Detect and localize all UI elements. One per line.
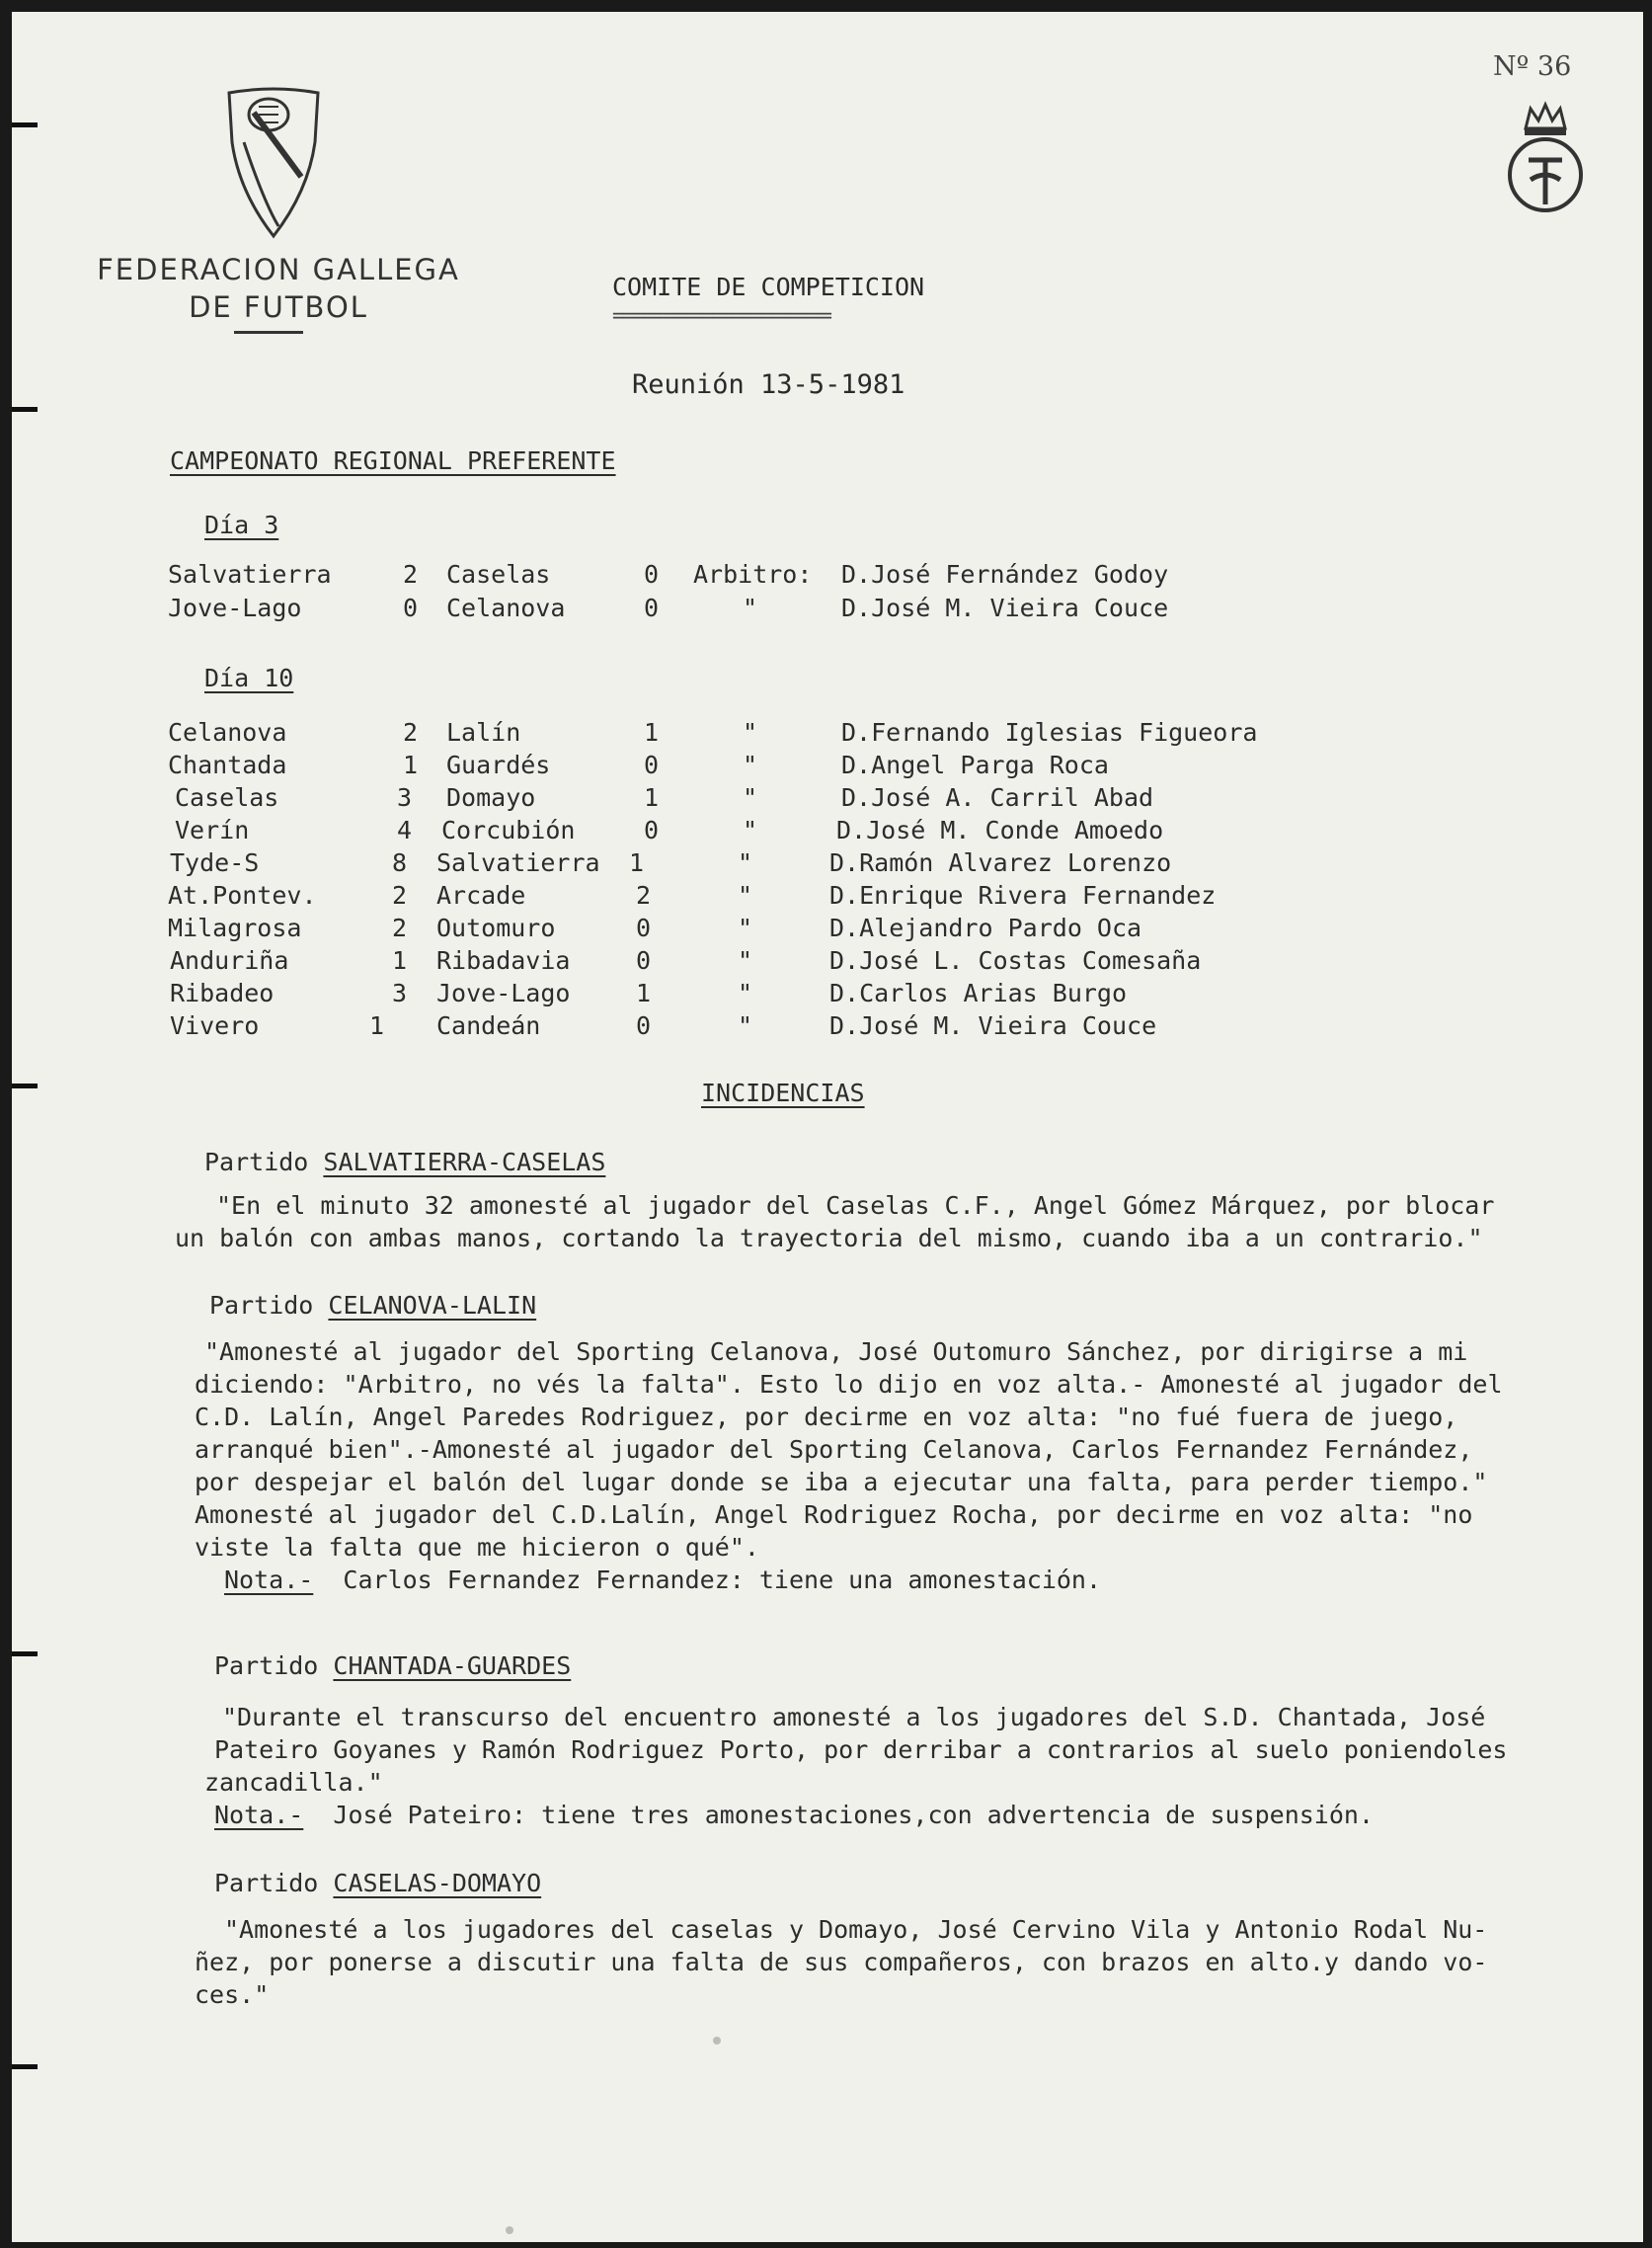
home-team: Salvatierra — [168, 560, 332, 589]
referee-name: D.Carlos Arias Burgo — [829, 979, 1128, 1007]
note-text: José Pateiro: tiene tres amonestaciones,con advertencia de suspensión. — [333, 1801, 1375, 1829]
incident-prefix: Partido — [214, 1651, 334, 1680]
report-line: ces." — [195, 1980, 270, 2009]
incident-prefix: Partido — [209, 1291, 329, 1320]
away-score: 1 — [636, 979, 652, 1007]
incident-match: SALVATIERRA-CASELAS — [323, 1148, 606, 1176]
away-score: 0 — [636, 946, 652, 975]
report-line: C.D. Lalín, Angel Paredes Rodriguez, por decirme en voz alta: "no fué fuera de juego, — [195, 1403, 1458, 1431]
away-team: Celanova — [446, 594, 566, 622]
away-team: Corcubión — [441, 816, 576, 844]
referee-name: D.Alejandro Pardo Oca — [829, 914, 1142, 942]
punch-hole-mark — [12, 407, 38, 412]
incident-heading — [214, 1869, 541, 1897]
report-line: "En el minuto 32 amonesté al jugador del Caselas C.F., Angel Gómez Márquez, por blocar — [216, 1191, 1495, 1220]
report-line: Amonesté al jugador del C.D.Lalín, Angel Rodriguez Rocha, por decirme en voz alta: "no — [195, 1500, 1473, 1529]
punch-hole-mark — [12, 2064, 38, 2069]
away-score: 0 — [644, 816, 660, 844]
referee-label: " — [738, 1011, 753, 1040]
away-team: Ribadavia — [436, 946, 571, 975]
referee-label: " — [738, 848, 753, 877]
referee-label: " — [738, 914, 753, 942]
home-score: 3 — [397, 783, 413, 812]
incident-note — [195, 1564, 1503, 1596]
home-team: Ribadeo — [170, 979, 275, 1007]
punch-hole-mark — [12, 1084, 38, 1088]
day-heading: Día 10 — [204, 664, 294, 692]
home-score: 3 — [392, 979, 408, 1007]
incident-prefix: Partido — [214, 1869, 334, 1897]
note-label: Nota.- — [224, 1566, 314, 1594]
home-score: 2 — [392, 881, 408, 910]
home-team: Tyde-S — [170, 848, 260, 877]
federation-rule — [234, 331, 303, 334]
home-team: Anduriña — [170, 946, 289, 975]
report-line: zancadilla." — [204, 1768, 383, 1797]
home-team: Caselas — [175, 783, 279, 812]
meeting-date: Reunión 13-5-1981 — [632, 369, 905, 400]
championship-title: CAMPEONATO REGIONAL PREFERENTE — [170, 446, 616, 475]
away-score: 0 — [644, 594, 660, 622]
home-team: Jove-Lago — [168, 594, 302, 622]
incident-report — [175, 1189, 1494, 1254]
home-team: At.Pontev. — [168, 881, 317, 910]
incident-report — [195, 1913, 1487, 2011]
incident-prefix: Partido — [204, 1148, 324, 1176]
paper-smudge — [713, 2037, 721, 2045]
home-score: 2 — [392, 914, 408, 942]
away-score: 0 — [644, 560, 660, 589]
referee-name: D.Angel Parga Roca — [841, 751, 1109, 779]
document-page — [12, 12, 1643, 2242]
royal-crown-crest-icon — [1501, 101, 1590, 219]
away-team: Lalín — [446, 718, 521, 747]
away-score: 0 — [636, 914, 652, 942]
referee-label: " — [743, 783, 758, 812]
home-score: 8 — [392, 848, 408, 877]
report-line: por despejar el balón del lugar donde se iba a ejecutar una falta, para perder tiempo." — [195, 1468, 1488, 1496]
away-score: 1 — [644, 783, 660, 812]
home-score: 1 — [369, 1011, 385, 1040]
paper-smudge — [506, 2226, 513, 2234]
punch-hole-mark — [12, 122, 38, 127]
report-line: "Amonesté a los jugadores del caselas y Domayo, José Cervino Vila y Antonio Rodal Nu- — [224, 1915, 1488, 1944]
report-line: arranqué bien".-Amonesté al jugador del Sporting Celanova, Carlos Fernandez Fernández, — [195, 1435, 1473, 1464]
referee-name: D.José Fernández Godoy — [841, 560, 1169, 589]
away-team: Salvatierra — [436, 848, 600, 877]
away-score: 0 — [636, 1011, 652, 1040]
referee-label: " — [743, 816, 758, 844]
home-team: Vivero — [170, 1011, 260, 1040]
home-score: 4 — [397, 816, 413, 844]
federation-name-line1: FEDERACION GALLEGA — [97, 253, 460, 286]
incident-note — [204, 1799, 1507, 1831]
report-line: viste la falta que me hicieron o qué". — [195, 1533, 759, 1562]
incident-heading — [209, 1291, 536, 1320]
away-team: Guardés — [446, 751, 551, 779]
referee-label: " — [738, 946, 753, 975]
away-score: 1 — [644, 718, 660, 747]
away-score: 2 — [636, 881, 652, 910]
away-team: Caselas — [446, 560, 551, 589]
referee-name: D.José M. Vieira Couce — [829, 1011, 1157, 1040]
committee-title-rule: ====================== — [612, 303, 830, 327]
home-score: 2 — [403, 718, 419, 747]
incident-report — [195, 1335, 1503, 1596]
incident-heading — [204, 1148, 605, 1176]
home-team: Milagrosa — [168, 914, 302, 942]
incident-match: CASELAS-DOMAYO — [333, 1869, 542, 1897]
home-team: Chantada — [168, 751, 287, 779]
incident-heading — [214, 1651, 571, 1680]
federation-shield-icon — [224, 83, 323, 241]
away-team: Domayo — [446, 783, 536, 812]
punch-hole-mark — [12, 1651, 38, 1656]
home-score: 1 — [392, 946, 408, 975]
referee-label: " — [743, 594, 758, 622]
away-score: 1 — [629, 848, 645, 877]
referee-name: D.Fernando Iglesias Figueora — [841, 718, 1258, 747]
referee-label: Arbitro: — [693, 560, 813, 589]
report-line: diciendo: "Arbitro, no vés la falta". Esto lo dijo en voz alta.- Amonesté al jugador del — [195, 1370, 1503, 1399]
referee-label: " — [738, 979, 753, 1007]
home-score: 1 — [403, 751, 419, 779]
referee-name: D.Ramón Alvarez Lorenzo — [829, 848, 1172, 877]
referee-label: " — [743, 718, 758, 747]
committee-title: COMITE DE COMPETICION — [612, 273, 925, 301]
referee-name: D.José A. Carril Abad — [841, 783, 1154, 812]
away-team: Outomuro — [436, 914, 556, 942]
federation-name — [71, 251, 486, 326]
away-team: Jove-Lago — [436, 979, 571, 1007]
day-heading: Día 3 — [204, 511, 279, 539]
report-line: ñez, por ponerse a discutir una falta de sus compañeros, con brazos en alto.y dando vo- — [195, 1948, 1488, 1976]
home-score: 2 — [403, 560, 419, 589]
referee-name: D.José M. Vieira Couce — [841, 594, 1169, 622]
referee-name: D.José M. Conde Amoedo — [836, 816, 1164, 844]
note-text: Carlos Fernandez Fernandez: tiene una amonestación. — [343, 1566, 1102, 1594]
referee-label: " — [738, 881, 753, 910]
note-label: Nota.- — [214, 1801, 304, 1829]
incident-report — [204, 1701, 1507, 1831]
report-line: "Durante el transcurso del encuentro amonesté a los jugadores del S.D. Chantada, José — [222, 1703, 1486, 1731]
home-team: Verín — [175, 816, 250, 844]
report-line: "Amonesté al jugador del Sporting Celanova, José Outomuro Sánchez, por dirigirse a mi — [204, 1337, 1468, 1366]
away-score: 0 — [644, 751, 660, 779]
incident-match: CELANOVA-LALIN — [328, 1291, 537, 1320]
home-team: Celanova — [168, 718, 287, 747]
federation-name-line2: DE FUTBOL — [189, 290, 368, 324]
incident-match: CHANTADA-GUARDES — [333, 1651, 572, 1680]
referee-name: D.Enrique Rivera Fernandez — [829, 881, 1217, 910]
referee-name: D.José L. Costas Comesaña — [829, 946, 1202, 975]
away-team: Arcade — [436, 881, 526, 910]
away-team: Candeán — [436, 1011, 541, 1040]
home-score: 0 — [403, 594, 419, 622]
report-line: un balón con ambas manos, cortando la trayectoria del mismo, cuando iba a un contrario." — [175, 1224, 1483, 1252]
document-number: Nº 36 — [1493, 51, 1572, 82]
incidents-title: INCIDENCIAS — [701, 1079, 865, 1107]
referee-label: " — [743, 751, 758, 779]
report-line: Pateiro Goyanes y Ramón Rodriguez Porto, por derribar a contrarios al suelo poniendoles — [214, 1735, 1508, 1764]
